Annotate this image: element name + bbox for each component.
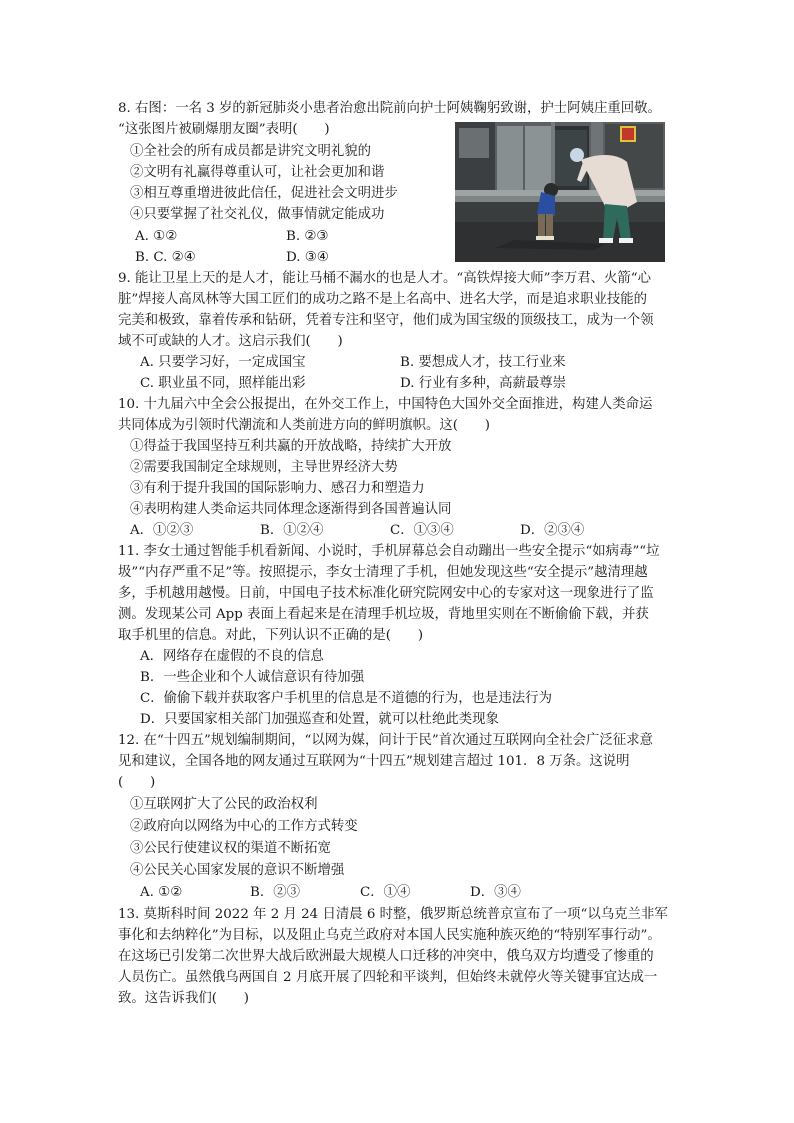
q10-statement-3: ③有利于提升我国的国际影响力、感召力和塑造力 — [130, 481, 425, 496]
q8-option-b: B. ②③ — [286, 229, 329, 244]
q9-option-a: A. 只要学习好，一定成国宝 — [140, 355, 306, 370]
q8-stem-line1: 8. 右图：一名 3 岁的新冠肺炎小患者治愈出院前向护士阿姨鞠躬致谢，护士阿姨庄重回敬。 — [118, 101, 661, 116]
q9-option-b: B. 要想成人才，技工行业来 — [400, 355, 566, 370]
q13-stem-line3: 在这场已引发第二次世界大战后欧洲最大规模人口迁移的冲突中，俄乌双方均遭受了惨重的 — [118, 949, 654, 964]
q11-stem-line3: 多，手机越用越慢。日前，中国电子技术标准化研究院网安中心的专家对这一现象进行了监 — [118, 586, 654, 601]
q8-option-d: D. ③④ — [286, 250, 329, 265]
q10-statement-1: ①得益于我国坚持互利共赢的开放战略，持续扩大开放 — [130, 439, 452, 454]
q10-stem-line1: 10. 十九届六中全会公报提出，在外交工作上，中国特色大国外交全面推进，构建人类命运 — [118, 397, 653, 412]
q9-options-row2 — [140, 375, 680, 393]
q8-statement-4: ④只要掌握了社交礼仪，做事情就定能成功 — [130, 207, 385, 222]
q12-stem-line1: 12. 在“十四五”规划编制期间，“以网为媒，问计于民”首次通过互联网向全社会广泛征求意 — [118, 733, 653, 748]
q8-stem-line2: “这张图片被刷爆朋友圈”表明( ) — [118, 122, 330, 137]
q8-statement-1: ①全社会的所有成员都是讲究文明礼貌的 — [130, 144, 372, 159]
q9-stem-line3: 完美和极致，靠着传承和钻研，凭着专注和坚守，他们成为国宝级的顶级技工，成为一个领 — [118, 313, 654, 328]
q12-option-c: C．①④ — [360, 885, 411, 900]
q9-options-row1 — [140, 354, 680, 372]
q9-stem-line4: 域不可或缺的人才。这启示我们( ) — [118, 334, 343, 349]
q11-stem-line4: 测。发现某公司 App 表面上看起来是在清理手机垃圾，背地里实则在不断偷偷下载，并获 — [118, 607, 649, 622]
q12-option-a: A. ①② — [140, 885, 183, 900]
q12-stem-line2: 见和建议，全国各地的网友通过互联网为“十四五”规划建言超过 101．8 万条。这说明 — [118, 754, 630, 769]
q11-stem-line1: 11. 李女士通过智能手机看新闻、小说时，手机屏幕总会自动蹦出一些安全提示“如病毒”“垃 — [118, 544, 660, 559]
q10-option-a: A．①②③ — [130, 523, 194, 538]
q8-photo — [455, 122, 665, 262]
q9-stem-line2: 脏”焊接人高凤林等大国工匠们的成功之路不是上名高中、进名大学，而是追求职业技能的 — [118, 292, 648, 307]
q12-statement-3: ③公民行使建议权的渠道不断拓宽 — [130, 841, 331, 856]
q11-option-d: D．只要国家相关部门加强巡查和处置，就可以杜绝此类现象 — [140, 712, 499, 727]
q11-stem-line2: 圾”“内存严重不足”等。按照提示，李女士清理了手机，但她发现这些“安全提示”越清理越 — [118, 565, 648, 580]
q13-stem-line5: 致。这告诉我们( ) — [118, 991, 249, 1006]
q13-stem-line4: 人员伤亡。虽然俄乌两国自 2 月底开展了四轮和平谈判，但始终未就停火等关键事宜达成一 — [118, 970, 658, 985]
q10-statement-2: ②需要我国制定全球规则，主导世界经济大势 — [130, 460, 398, 475]
q12-option-b: B．②③ — [250, 885, 301, 900]
q11-option-a: A．网络存在虚假的不良的信息 — [140, 649, 324, 664]
q8-statement-3: ③相互尊重增进彼此信任，促进社会文明进步 — [130, 186, 398, 201]
q9-option-c: C. 职业虽不同，照样能出彩 — [140, 376, 306, 391]
q12-statement-2: ②政府向以网络为中心的工作方式转变 — [130, 819, 358, 834]
q10-option-d: D．②③④ — [520, 523, 585, 538]
q9-stem-line1: 9. 能让卫星上天的是人才，能让马桶不漏水的也是人才。“高铁焊接大师”李万君、火箭“心 — [118, 271, 652, 286]
q12-statement-4: ④公民关心国家发展的意识不断增强 — [130, 863, 345, 878]
q12-option-d: D．③④ — [470, 885, 521, 900]
q8-statement-2: ②文明有礼赢得尊重认可，让社会更加和谐 — [130, 165, 385, 180]
q13-stem-line1: 13. 莫斯科时间 2022 年 2 月 24 日清晨 6 时整，俄罗斯总统普京宣布了一项“以乌克兰非军 — [118, 907, 668, 922]
q12-stem-line3: ( ) — [118, 775, 156, 790]
q13-stem-line2: 事化和去纳粹化”为目标，以及阻止乌克兰政府对本国人民实施种族灭绝的“特别军事行动”。 — [118, 928, 661, 943]
q8-option-c: B. C. ②④ — [135, 250, 196, 265]
q9-option-d: D. 行业有多种，高薪最尊崇 — [400, 376, 567, 391]
q10-option-b: B．①②④ — [260, 523, 324, 538]
q10-statement-4: ④表明构建人类命运共同体理念逐渐得到各国普遍认同 — [130, 502, 452, 517]
child-bowing-to-nurse-photo — [455, 122, 665, 262]
q12-options-row — [140, 884, 700, 902]
q11-option-b: B．一些企业和个人诚信意识有待加强 — [140, 670, 365, 685]
q10-option-c: C．①③④ — [390, 523, 454, 538]
q8-option-a: A. ①② — [135, 229, 178, 244]
q11-stem-line5: 取手机里的信息。对此，下列认识不正确的是( ) — [118, 628, 424, 643]
q11-option-c: C．偷偷下载并获取客户手机里的信息是不道德的行为，也是违法行为 — [140, 691, 552, 706]
q12-statement-1: ①互联网扩大了公民的政治权利 — [130, 797, 318, 812]
q10-stem-line2: 共同体成为引领时代潮流和人类前进方向的鲜明旗帜。这( ) — [118, 418, 490, 433]
q10-options-row — [130, 522, 690, 540]
